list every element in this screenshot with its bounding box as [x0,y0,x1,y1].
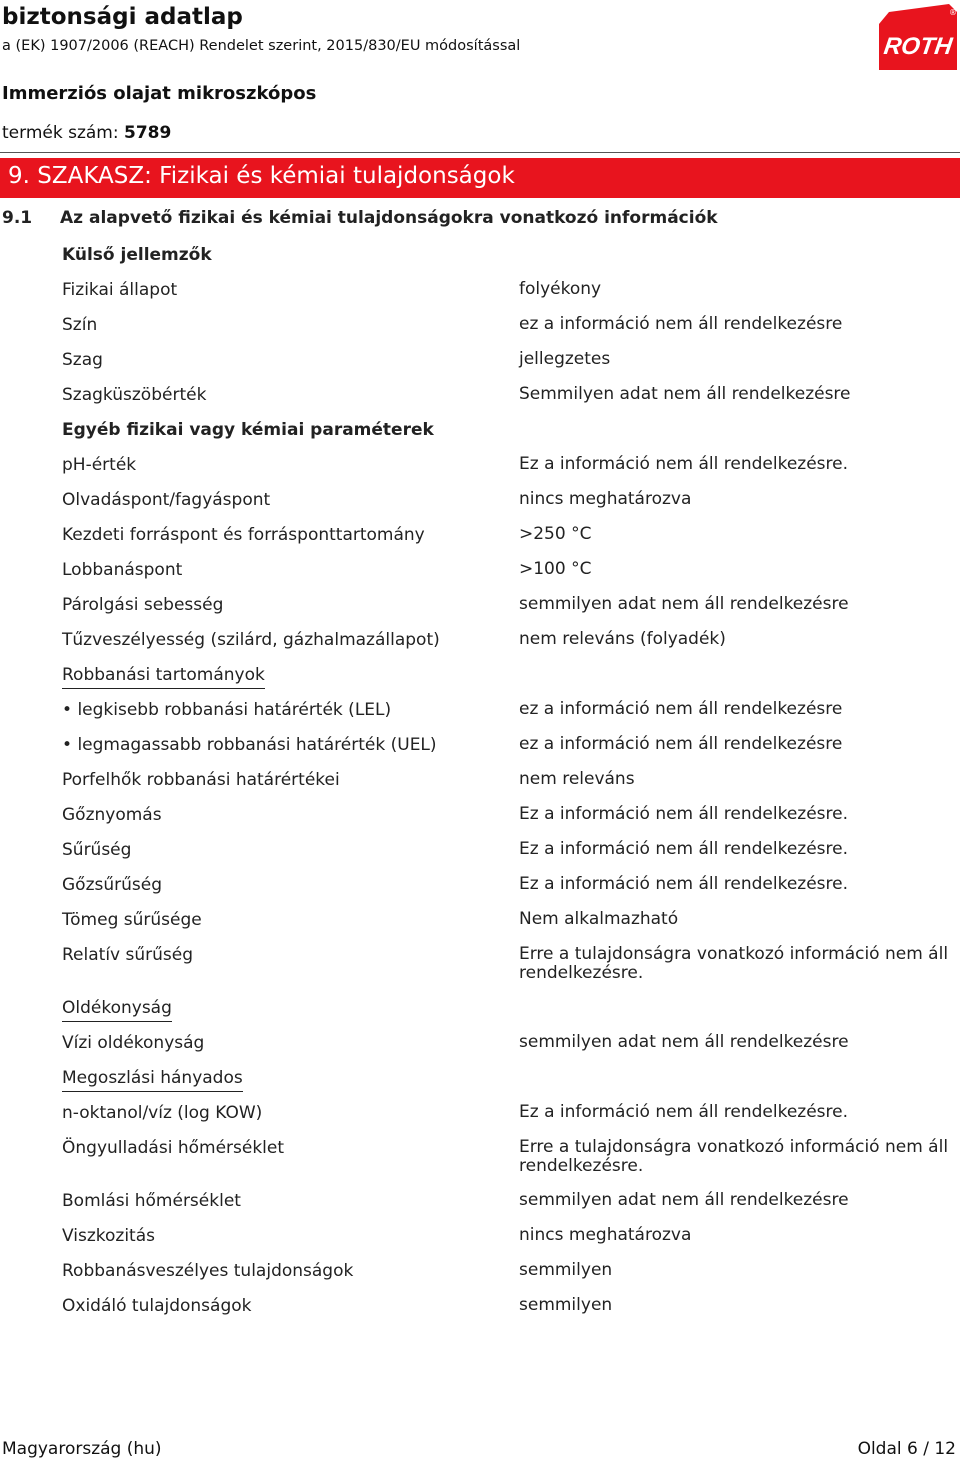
property-value: jellegzetes [519,349,611,369]
property-value: folyékony [519,279,602,299]
property-label: Gőzsűrűség [62,875,162,895]
property-label: Párolgási sebesség [62,595,224,615]
property-label: Olvadáspont/fagyáspont [62,490,271,510]
group-heading-text: Oldékonyság [62,998,172,1022]
property-value: ez a információ nem áll rendelkezésre [519,314,843,334]
property-value: semmilyen [519,1295,613,1315]
property-label: Sűrűség [62,840,132,860]
group-heading-underlined [62,1068,243,1088]
property-label: Robbanásveszélyes tulajdonságok [62,1261,354,1281]
property-value: ez a információ nem áll rendelkezésre [519,699,843,719]
property-label: Fizikai állapot [62,280,178,300]
property-value: semmilyen adat nem áll rendelkezésre [519,1032,849,1052]
property-value: >250 °C [519,524,592,544]
property-label: Vízi oldékonyság [62,1033,205,1053]
property-label: Tűzveszélyesség (szilárd, gázhalmazállapot) [62,630,440,650]
property-value: nem releváns [519,769,635,789]
section-header-bar [0,158,960,198]
property-label: Bomlási hőmérséklet [62,1191,241,1211]
property-value: Semmilyen adat nem áll rendelkezésre [519,384,851,404]
document-subtitle: a (EK) 1907/2006 (REACH) Rendelet szerint, 2015/830/EU módosítással [2,38,521,54]
group-heading-underlined [62,665,265,685]
footer-country: Magyarország (hu) [2,1439,162,1459]
property-label: Porfelhők robbanási határértékei [62,770,340,790]
property-label: Tömeg sűrűsége [62,910,202,930]
property-value: Ez a információ nem áll rendelkezésre. [519,839,849,859]
subsection-number: 9.1 [2,208,33,228]
document-title: biztonsági adatlap [2,4,243,30]
property-label: Relatív sűrűség [62,945,194,965]
product-number-line [2,123,171,143]
subsection-title: Az alapvető fizikai és kémiai tulajdonságokra vonatkozó információk [60,208,718,228]
group-heading-underlined [62,998,172,1018]
footer-page-number: Oldal 6 / 12 [857,1439,956,1459]
property-value: Nem alkalmazható [519,909,679,929]
property-label: Viszkozitás [62,1226,155,1246]
property-value: semmilyen adat nem áll rendelkezésre [519,594,849,614]
product-name: Immerziós olajat mikroszkópos [2,83,317,104]
property-label: pH-érték [62,455,137,475]
logo-registered-mark: ® [949,8,957,17]
header-divider [0,152,960,153]
property-value: >100 °C [519,559,592,579]
property-value: Ez a információ nem áll rendelkezésre. [519,1102,849,1122]
property-value: nincs meghatározva [519,489,692,509]
property-value: nem releváns (folyadék) [519,629,726,649]
group-heading-text: Robbanási tartományok [62,665,265,689]
property-label-bullet: • legmagassabb robbanási határérték (UEL) [62,735,437,755]
subsection-heading [2,208,718,228]
property-label: Öngyulladási hőmérséklet [62,1138,285,1158]
property-label: Gőznyomás [62,805,162,825]
property-label: Szín [62,315,98,335]
property-label: Kezdeti forráspont és forrásponttartomány [62,525,425,545]
group-heading: Külső jellemzők [62,245,212,265]
property-value: nincs meghatározva [519,1225,692,1245]
property-label-bullet: • legkisebb robbanási határérték (LEL) [62,700,391,720]
property-value: Erre a tulajdonságra vonatkozó információ nem áll rendelkezésre. [519,1137,949,1176]
property-value: Ez a információ nem áll rendelkezésre. [519,804,849,824]
property-label: Szag [62,350,103,370]
property-value: semmilyen adat nem áll rendelkezésre [519,1190,849,1210]
property-value: Ez a információ nem áll rendelkezésre. [519,874,849,894]
property-label: n-oktanol/víz (log KOW) [62,1103,263,1123]
property-label: Szagküszöbérték [62,385,207,405]
roth-logo [879,4,957,70]
property-value: semmilyen [519,1260,613,1280]
logo-text: ROTH [882,33,954,60]
product-number-label: termék szám: [2,123,124,143]
property-value: ez a információ nem áll rendelkezésre [519,734,843,754]
property-label: Oxidáló tulajdonságok [62,1296,252,1316]
property-label: Lobbanáspont [62,560,183,580]
property-value: Erre a tulajdonságra vonatkozó információ nem áll rendelkezésre. [519,944,949,983]
property-value: Ez a információ nem áll rendelkezésre. [519,454,849,474]
group-heading: Egyéb fizikai vagy kémiai paraméterek [62,420,434,440]
product-number: 5789 [123,123,172,143]
section-title: 9. SZAKASZ: Fizikai és kémiai tulajdonságok [8,163,515,189]
group-heading-text: Megoszlási hányados [62,1068,243,1092]
